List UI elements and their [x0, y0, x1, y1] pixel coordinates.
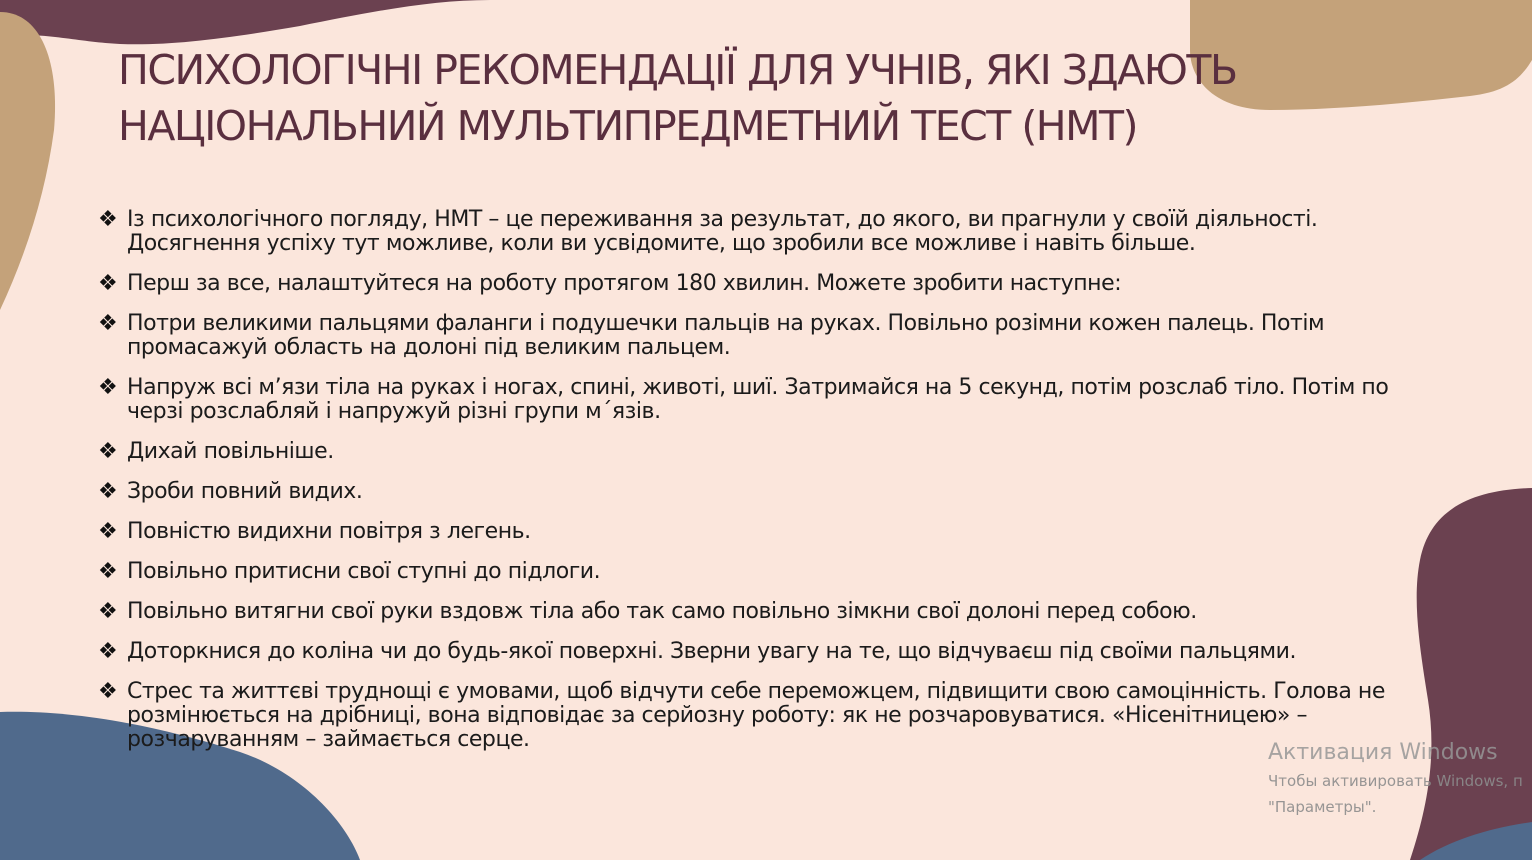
diamond-bullet-icon: ❖ — [98, 559, 118, 584]
diamond-bullet-icon: ❖ — [98, 439, 118, 464]
diamond-bullet-icon: ❖ — [98, 207, 118, 232]
list-item — [98, 480, 1428, 504]
title-line-2: НАЦІОНАЛЬНИЙ МУЛЬТИПРЕДМЕТНИЙ ТЕСТ (НМТ) — [118, 102, 1138, 150]
windows-activation-watermark — [1268, 738, 1523, 820]
list-item-text: Перш за все, налаштуйтеся на роботу протягом 180 хвилин. Можете зробити наступне: — [127, 271, 1122, 296]
diamond-bullet-icon: ❖ — [98, 679, 118, 704]
list-item — [98, 272, 1428, 296]
list-item-text: Зроби повний видих. — [127, 479, 363, 504]
list-item — [98, 440, 1428, 464]
list-item-text: Напруж всі м’язи тіла на руках і ногах, спині, животі, шиї. Затримайся на 5 секунд, потім розслаб тіло. Потім по черзі розслабляй і напружуй різні групи м΄язів. — [127, 375, 1389, 424]
diamond-bullet-icon: ❖ — [98, 271, 118, 296]
slide-title — [118, 42, 1418, 154]
watermark-line-1: Чтобы активировать Windows, п — [1268, 772, 1523, 790]
list-item-text: Повільно витягни свої руки вздовж тіла або так само повільно зімкни свої долоні перед собою. — [127, 599, 1197, 624]
list-item-text: Стрес та життєві труднощі є умовами, щоб відчути себе переможцем, підвищити свою самоцінність. Голова не розмінюється на дрібниці, вона відповідає за серйозну роботу: як не розчаровуватися. «Нісенітницею» – розчаруванням – займається серце. — [127, 679, 1385, 752]
list-item — [98, 376, 1428, 424]
recommendations-list — [98, 208, 1428, 768]
diamond-bullet-icon: ❖ — [98, 479, 118, 504]
list-item-text: Потри великими пальцями фаланги і подушечки пальців на руках. Повільно розімни кожен палець. Потім промасажуй область на долоні під великим пальцем. — [127, 311, 1325, 360]
list-item-text: Дихай повільніше. — [127, 439, 334, 464]
watermark-line-2: "Параметры". — [1268, 798, 1377, 816]
list-item — [98, 312, 1428, 360]
list-item-text: Повністю видихни повітря з легень. — [127, 519, 531, 544]
list-item-text: Повільно притисни свої ступні до підлоги. — [127, 559, 601, 584]
watermark-title: Активация Windows — [1268, 740, 1498, 765]
list-item — [98, 560, 1428, 584]
diamond-bullet-icon: ❖ — [98, 599, 118, 624]
list-item — [98, 600, 1428, 624]
list-item-text: Із психологічного погляду, НМТ – це переживання за результат, до якого, ви прагнули у своїй діяльності. Досягнення успіху тут можливе, коли ви усвідомите, що зробили все можливе і навіть більше. — [127, 207, 1318, 256]
title-line-1: ПСИХОЛОГІЧНІ РЕКОМЕНДАЦІЇ ДЛЯ УЧНІВ, ЯКІ ЗДАЮТЬ — [118, 46, 1237, 94]
list-item — [98, 208, 1428, 256]
list-item — [98, 520, 1428, 544]
list-item — [98, 640, 1428, 664]
diamond-bullet-icon: ❖ — [98, 519, 118, 544]
diamond-bullet-icon: ❖ — [98, 311, 118, 336]
diamond-bullet-icon: ❖ — [98, 639, 118, 664]
list-item-text: Доторкнися до коліна чи до будь-якої поверхні. Зверни увагу на те, що відчуваєш під своїми пальцями. — [127, 639, 1296, 664]
diamond-bullet-icon: ❖ — [98, 375, 118, 400]
list-item — [98, 680, 1428, 752]
